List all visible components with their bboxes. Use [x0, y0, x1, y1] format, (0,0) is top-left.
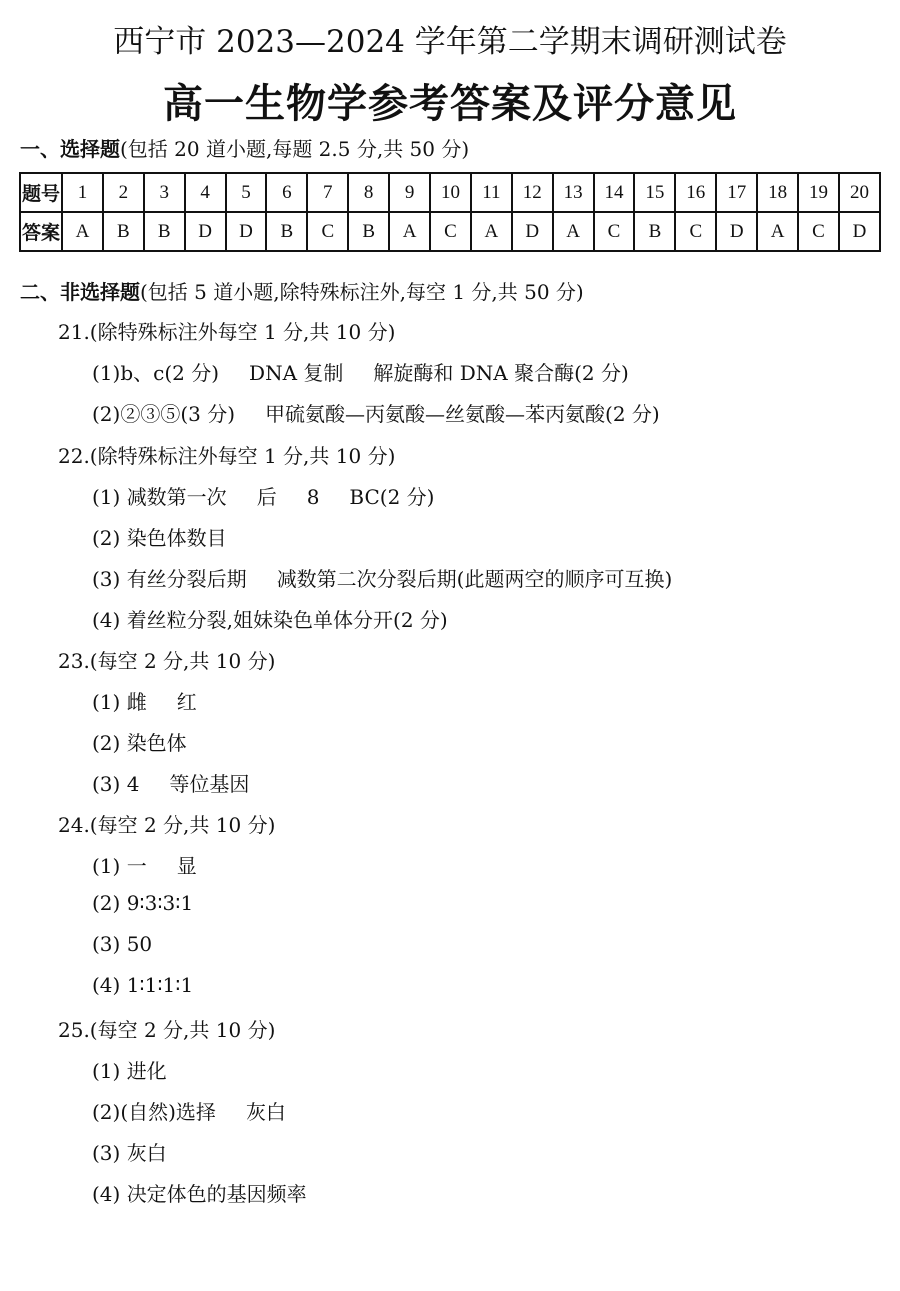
answer-text: 8 [306, 485, 320, 509]
question-number-cell: 4 [185, 173, 226, 212]
question-number-cell: 8 [348, 173, 389, 212]
answer-line [92, 891, 193, 915]
answer-cell: C [430, 212, 471, 251]
answer-cell: A [757, 212, 798, 251]
answer-text: (3) 灰白 [92, 1141, 167, 1165]
answer-text: (3) 50 [92, 932, 153, 956]
question-heading: 23.(每空 2 分,共 10 分) [58, 649, 276, 673]
question-number-cell: 10 [430, 173, 471, 212]
answer-text: DNA 复制 [249, 361, 344, 385]
answer-cell: C [675, 212, 716, 251]
answer-text: 灰白 [245, 1100, 286, 1124]
question-number-cell: 14 [594, 173, 635, 212]
answer-cell: D [716, 212, 757, 251]
answer-line [92, 768, 249, 797]
answer-line [92, 686, 197, 715]
answer-text: (2)(自然)选择 [92, 1100, 216, 1124]
question-number-cell: 3 [144, 173, 185, 212]
answer-cell: D [839, 212, 880, 251]
answer-cell: D [512, 212, 553, 251]
question-number-cell: 18 [757, 173, 798, 212]
section2-title: 二、非选择题 [20, 280, 140, 304]
answer-cell: A [553, 212, 594, 251]
answer-cell: A [62, 212, 103, 251]
question-number-cell: 13 [553, 173, 594, 212]
answer-cell: A [389, 212, 430, 251]
answer-text: (1) 雌 [92, 690, 147, 714]
answer-cell: B [348, 212, 389, 251]
section2-note: (包括 5 道小题,除特殊标注外,每空 1 分,共 50 分) [140, 280, 584, 304]
answer-text: (4) 1∶1∶1∶1 [92, 973, 194, 997]
question-number-cell: 19 [798, 173, 839, 212]
answer-text: (1)b、c(2 分) [92, 361, 220, 385]
answer-text: (2) 染色体数目 [92, 526, 227, 550]
answer-line [92, 1137, 167, 1166]
answer-cell: D [185, 212, 226, 251]
question-number-cell: 9 [389, 173, 430, 212]
main-title: 高一生物学参考答案及评分意见 [163, 80, 737, 127]
question-number-cell: 17 [716, 173, 757, 212]
answer-text: (2) 9∶3∶3∶1 [92, 891, 194, 915]
row-label-answer: 答案 [20, 212, 62, 251]
answer-line [92, 522, 227, 551]
answer-line [92, 932, 152, 956]
answer-cell: B [266, 212, 307, 251]
question-number-cell: 16 [675, 173, 716, 212]
question-heading: 25.(每空 2 分,共 10 分) [58, 1018, 276, 1042]
exam-title: 西宁市 2023—2024 学年第二学期末调研测试卷 [113, 24, 787, 60]
answer-text: 等位基因 [169, 772, 250, 796]
question-number-cell: 6 [266, 173, 307, 212]
answer-line [92, 563, 672, 592]
answer-text: (2) 染色体 [92, 731, 187, 755]
section2-heading [20, 276, 584, 305]
answer-row [20, 212, 880, 251]
answer-line [92, 1096, 286, 1125]
question-heading: 21.(除特殊标注外每空 1 分,共 10 分) [58, 320, 396, 344]
section1-title: 一、选择题 [20, 137, 120, 161]
question-heading: 24.(每空 2 分,共 10 分) [58, 813, 276, 837]
answer-line [92, 604, 448, 633]
answer-line [92, 1178, 307, 1207]
question-number-cell: 1 [62, 173, 103, 212]
answer-cell: A [471, 212, 512, 251]
question-number-cell: 7 [307, 173, 348, 212]
question-number-cell: 5 [226, 173, 267, 212]
question-number-cell: 2 [103, 173, 144, 212]
answer-line [92, 357, 629, 386]
answer-table [19, 172, 881, 252]
answer-cell: B [103, 212, 144, 251]
answer-text: (3) 4 [92, 772, 140, 796]
question-number-cell: 12 [512, 173, 553, 212]
answer-line [92, 481, 434, 510]
answer-text: (4) 决定体色的基因频率 [92, 1182, 307, 1206]
question-number-cell: 15 [634, 173, 675, 212]
answer-text: 解旋酶和 DNA 聚合酶(2 分) [373, 361, 629, 385]
answer-cell: B [634, 212, 675, 251]
row-label-number: 题号 [20, 173, 62, 212]
answer-cell: C [798, 212, 839, 251]
section1-note: (包括 20 道小题,每题 2.5 分,共 50 分) [120, 137, 470, 161]
answer-line [92, 850, 197, 879]
answer-line [92, 727, 187, 756]
section1-heading [20, 133, 469, 162]
answer-cell: D [226, 212, 267, 251]
answer-text: (2)②③⑤(3 分) [92, 402, 236, 426]
answer-text: 红 [176, 690, 197, 714]
answer-text: 显 [176, 854, 197, 878]
answer-cell: C [307, 212, 348, 251]
answer-text: (4) 着丝粒分裂,姐妹染色单体分开(2 分) [92, 608, 448, 632]
question-heading: 22.(除特殊标注外每空 1 分,共 10 分) [58, 444, 396, 468]
answer-text: (1) 一 [92, 854, 147, 878]
question-number-cell: 11 [471, 173, 512, 212]
answer-text: 后 [256, 485, 277, 509]
answer-cell: B [144, 212, 185, 251]
answer-line [92, 398, 660, 427]
answer-cell: C [594, 212, 635, 251]
answer-line [92, 973, 193, 997]
answer-text: BC(2 分) [349, 485, 435, 509]
answer-text: (1) 减数第一次 [92, 485, 227, 509]
question-number-cell: 20 [839, 173, 880, 212]
answer-text: 减数第二次分裂后期(此题两空的顺序可互换) [276, 567, 673, 591]
number-row [20, 173, 880, 212]
answer-text: 甲硫氨酸—丙氨酸—丝氨酸—苯丙氨酸(2 分) [265, 402, 660, 426]
answer-text: (1) 进化 [92, 1059, 167, 1083]
answer-line [92, 1055, 167, 1084]
answer-text: (3) 有丝分裂后期 [92, 567, 247, 591]
